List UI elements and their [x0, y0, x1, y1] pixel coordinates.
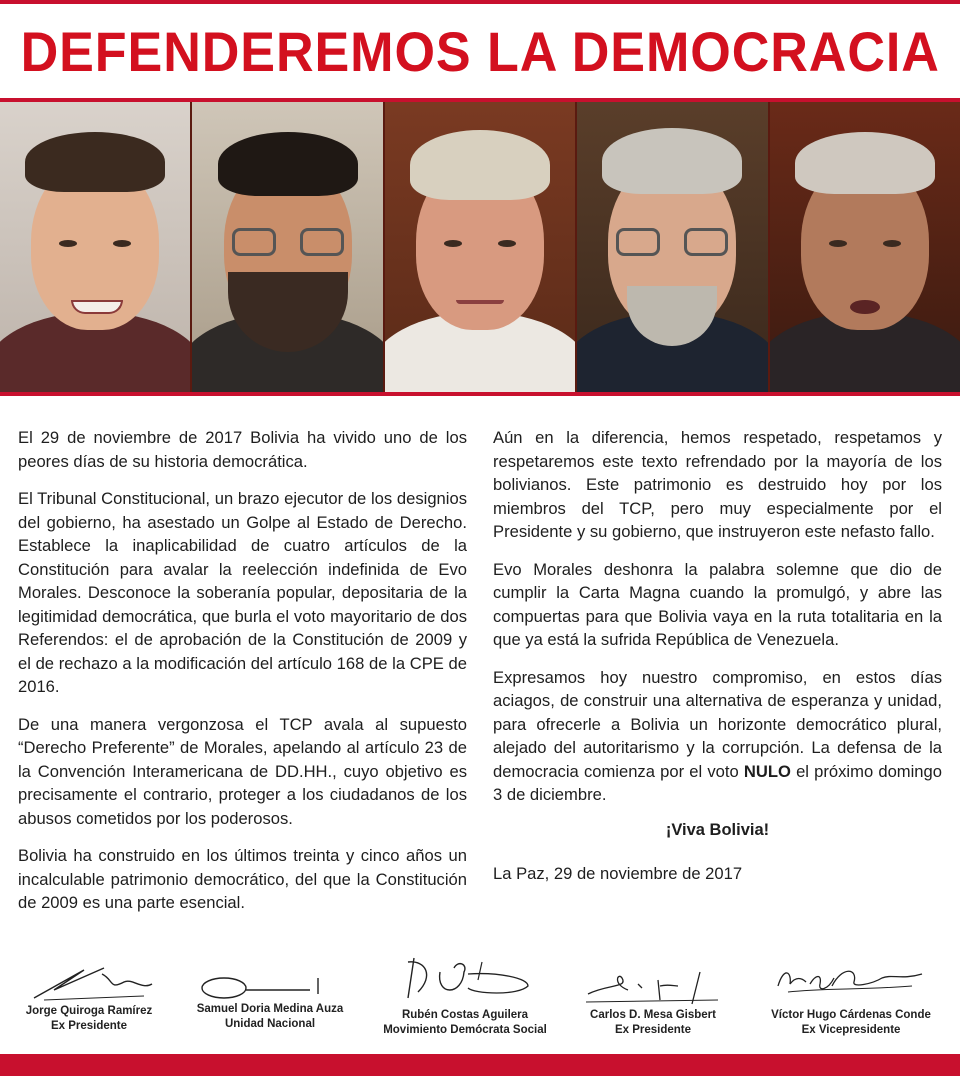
paragraph: El Tribunal Constitucional, un brazo ejecutor de los designios del gobierno, ha asestado un Golpe al Estado de Derecho. Establece la inaplicabilidad de cuatro artículos de la Constitución para avalar la reelección indefinida de Evo Morales. Desconoce la soberanía popular, depositaria de la legitimidad democrática, que burla el voto mayoritario de dos Referendos: el de aprobación de la Constitución de 2009 y el de rechazo a la modificación del artículo 168 de la CPE de 2016. [18, 489, 467, 696]
portrait-5 [770, 102, 960, 392]
portrait-2 [192, 102, 384, 392]
header [0, 4, 960, 98]
left-column [18, 426, 467, 946]
paragraph: Aún en la diferencia, hemos respetado, respetamos y respetaremos este texto refrendado por la mayoría de los bolivianos. Este patrimonio es destruido hoy por los miembros del TCP, pero muy especialmente por el Presidente y su gobierno, que instruyeron este nefasto fallo. [493, 428, 942, 541]
portrait-3 [385, 102, 577, 392]
signatory-role: Unidad Nacional [224, 1018, 316, 1030]
signature-block [14, 960, 164, 1034]
signature-image [378, 952, 552, 1008]
viva-bolivia: ¡Viva Bolivia! [665, 820, 770, 839]
signatory-name: Víctor Hugo Cárdenas Conde [771, 1009, 931, 1021]
right-column [493, 426, 942, 946]
signature-image [190, 964, 350, 1002]
paragraph: El 29 de noviembre de 2017 Bolivia ha vivido uno de los peores días de su historia democrática. [18, 428, 467, 471]
signature-block [190, 964, 350, 1032]
signature-block [378, 952, 552, 1038]
nulo-emphasis: NULO [743, 761, 791, 781]
signatory-role: Ex Presidente [614, 1024, 692, 1036]
signatures [0, 952, 960, 1050]
signature-block [578, 964, 728, 1038]
statement-body [18, 426, 942, 946]
signatory-name: Rubén Costas Aguilera [401, 1009, 529, 1021]
signature-image [762, 956, 940, 1008]
signature-image [14, 960, 164, 1004]
signatory-role: Ex Presidente [50, 1020, 128, 1032]
signatory-role: Movimiento Demócrata Social [383, 1024, 547, 1036]
signatory-name: Jorge Quiroga Ramírez [25, 1005, 153, 1017]
closing-paragraph: Expresamos hoy nuestro compromiso, en estos días aciagos, de construir una alternativa de esperanza y unidad, para ofrecerle a Bolivia un horizonte democrático plural, alejado del autoritarismo y la corrupción. La defensa de la democracia comienza por el voto NULO el próximo domingo 3 de diciembre. [493, 667, 942, 804]
portrait-4 [577, 102, 769, 392]
portrait-1 [0, 102, 192, 392]
paragraph: Evo Morales deshonra la palabra solemne que dio de cumplir la Carta Magna cuando la promulgó, y abre las compuertas para que Bolivia vaya en la ruta totalitaria en la que ya está la sufrida República de Venezuela. [493, 559, 942, 649]
page-title: DEFENDEREMOS LA DEMOCRACIA [20, 19, 940, 83]
signature-block [762, 956, 940, 1038]
place-date: La Paz, 29 de noviembre de 2017 [493, 863, 743, 883]
signatory-name: Carlos D. Mesa Gisbert [590, 1009, 716, 1021]
portrait-strip [0, 98, 960, 396]
paragraph: Bolivia ha construido en los últimos treinta y cinco años un incalculable patrimonio democrático, del que la Constitución de 2009 es una parte esencial. [18, 846, 467, 912]
bottom-accent-bar [0, 1054, 960, 1076]
signatory-name: Samuel Doria Medina Auza [196, 1003, 344, 1015]
signatory-role: Ex Vicepresidente [801, 1024, 901, 1036]
signature-image [578, 964, 728, 1008]
paragraph: De una manera vergonzosa el TCP avala al supuesto “Derecho Preferente” de Morales, apelando al artículo 23 de la Convención Interamericana de DD.HH., cuyo objetivo es precisamente el contrario, proteger a los ciudadanos de los abusos cometidos por los poderosos. [18, 714, 467, 828]
